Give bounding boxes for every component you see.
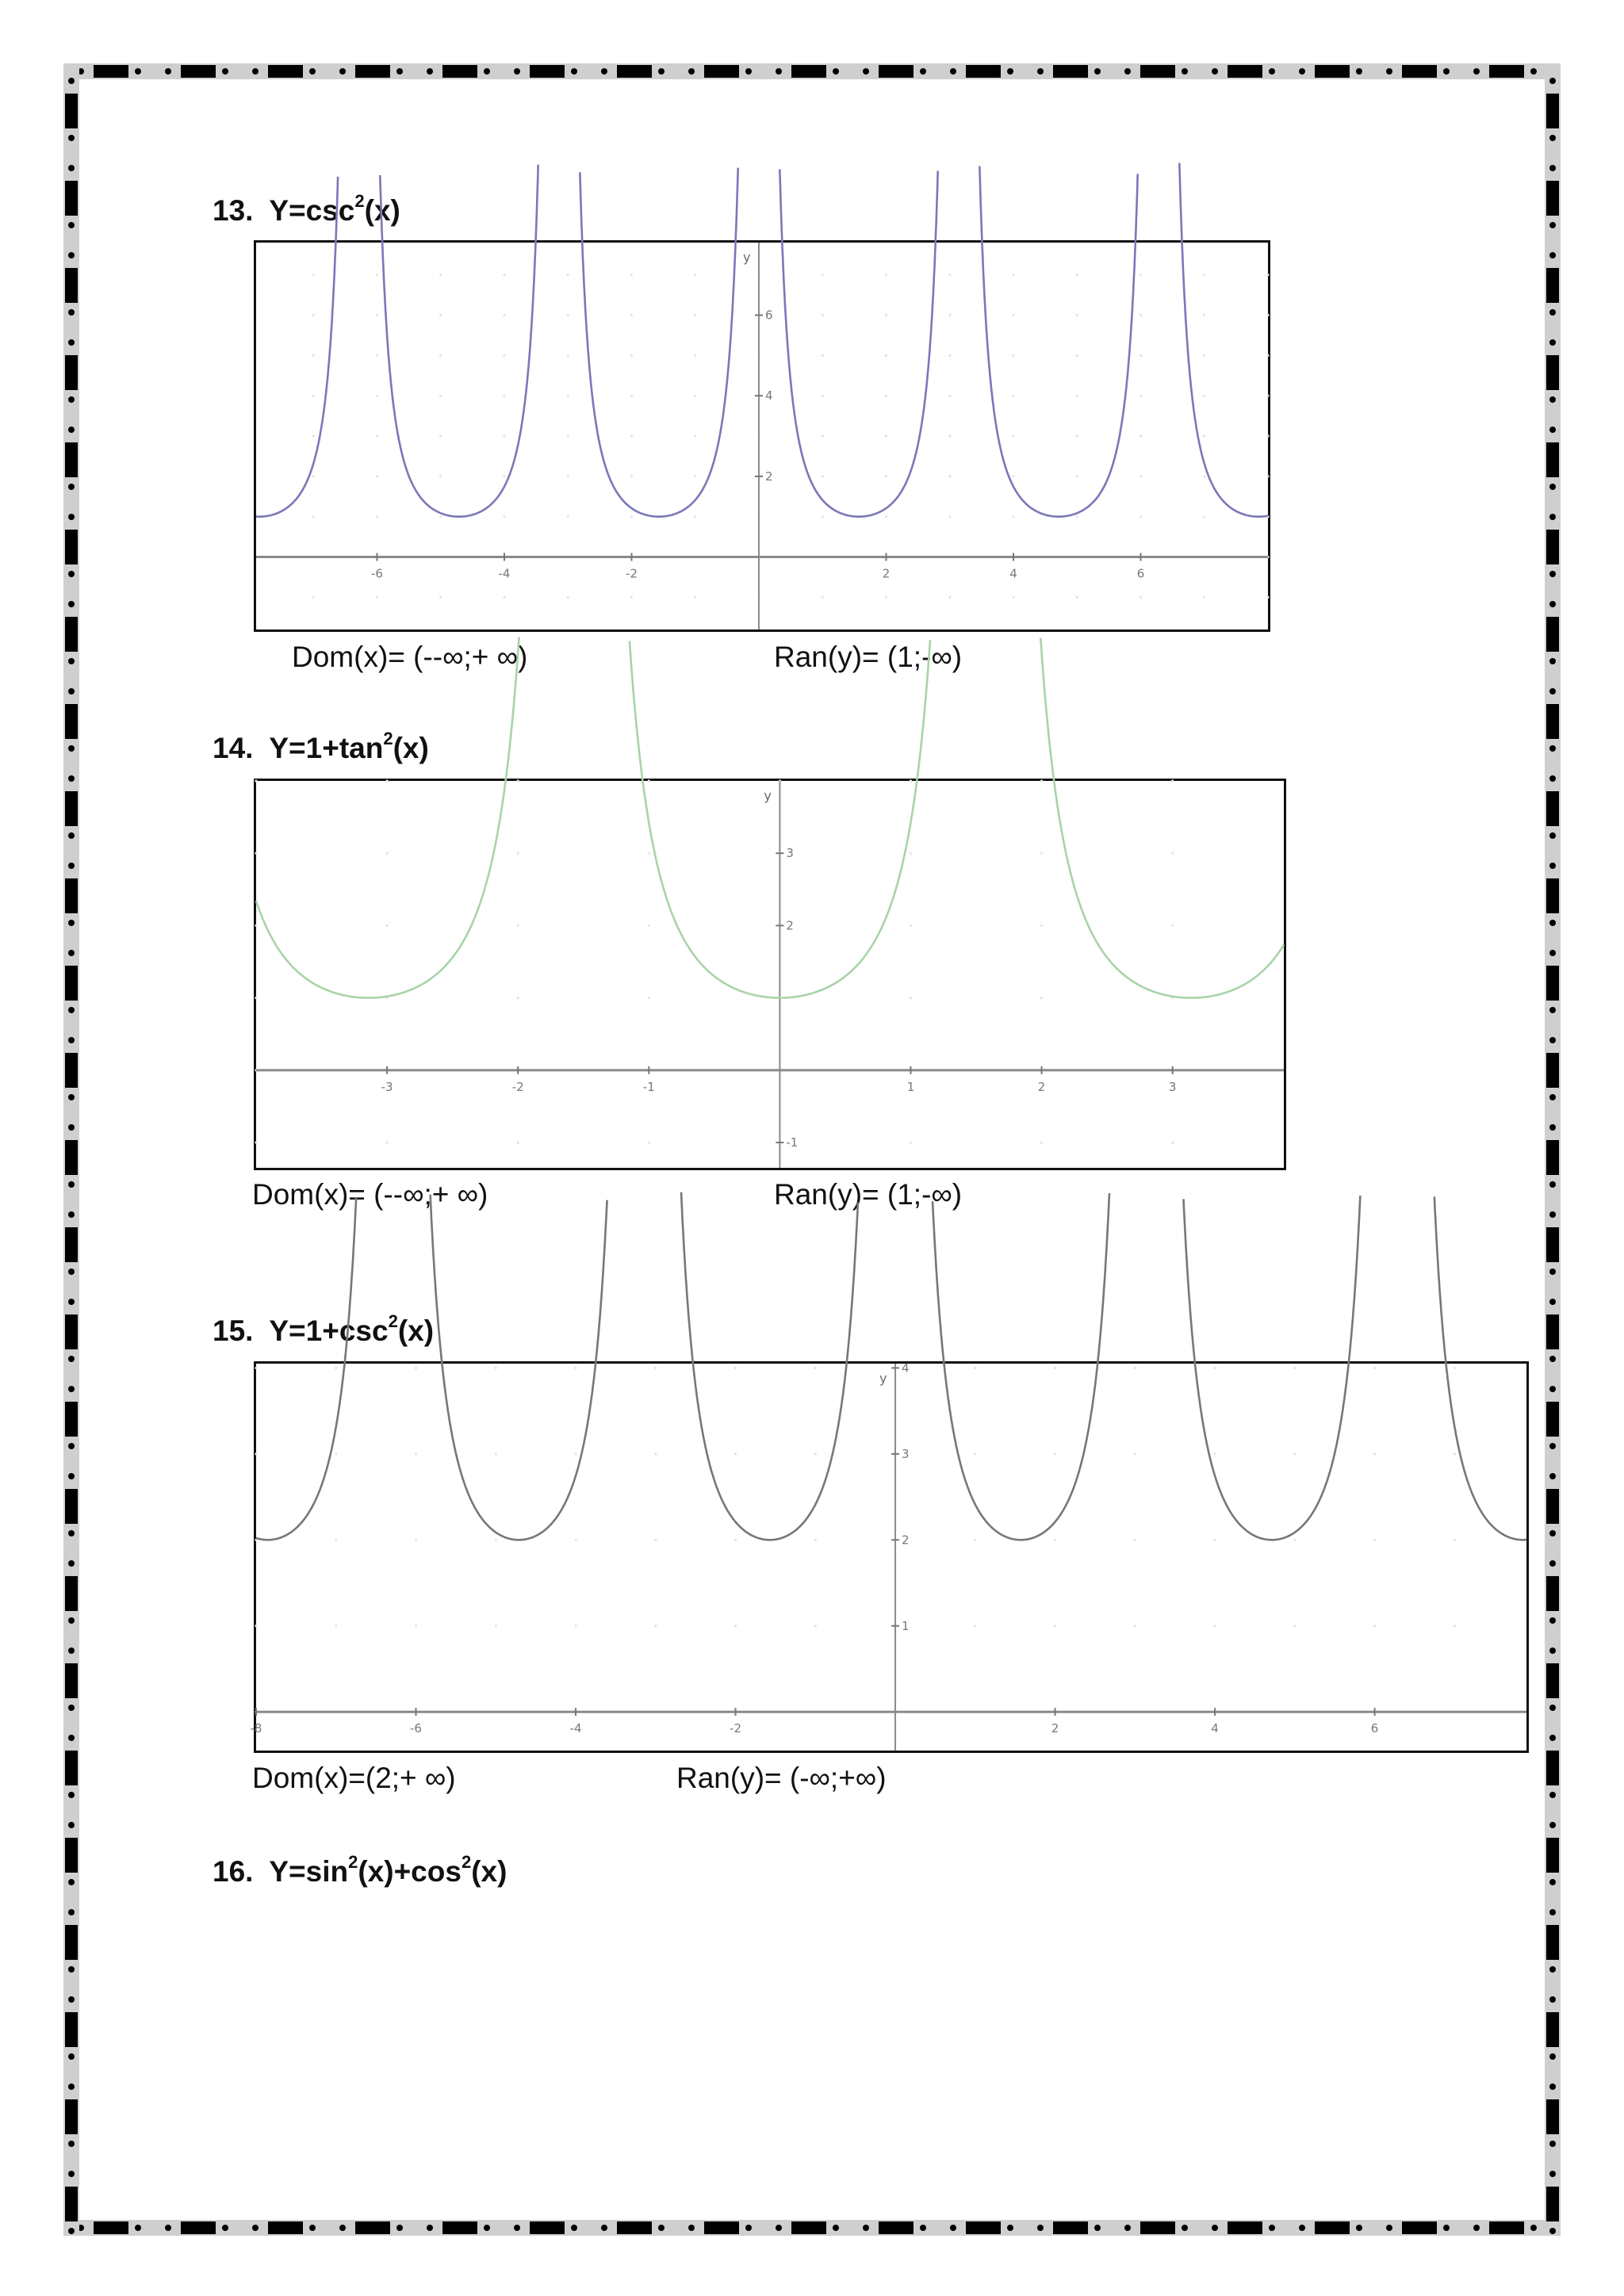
grid-dot bbox=[654, 1539, 657, 1541]
grid-dot bbox=[948, 395, 951, 397]
grid-dot bbox=[734, 1624, 737, 1627]
exponent: 2 bbox=[461, 1852, 472, 1872]
grid-dot bbox=[376, 434, 378, 437]
y-tick-label: 2 bbox=[902, 1533, 910, 1548]
grid-dot bbox=[1139, 434, 1142, 437]
grid-dot bbox=[567, 354, 569, 357]
function-arg: (x) bbox=[471, 1855, 508, 1888]
x-tick-label: -2 bbox=[730, 1721, 742, 1736]
border-pattern bbox=[63, 63, 79, 2236]
plot-area bbox=[256, 243, 1268, 629]
y-axis-label: y bbox=[879, 1371, 887, 1386]
grid-dot bbox=[1171, 924, 1174, 927]
problem-13-title bbox=[213, 191, 400, 228]
x-tick-label: 3 bbox=[1168, 1079, 1177, 1094]
grid-dot bbox=[255, 852, 257, 855]
grid-dot bbox=[630, 395, 633, 397]
y-tick-label: 1 bbox=[902, 1618, 910, 1633]
grid-dot bbox=[648, 852, 650, 855]
grid-dot bbox=[734, 1539, 737, 1541]
grid-dot bbox=[1012, 475, 1014, 477]
grid-dot bbox=[312, 314, 315, 316]
plot-area bbox=[256, 781, 1284, 1168]
x-tick-label: -2 bbox=[625, 566, 638, 581]
grid-dot bbox=[1373, 1539, 1376, 1541]
grid-dot bbox=[1203, 434, 1205, 437]
grid-dot bbox=[1040, 1141, 1043, 1143]
grid-dot bbox=[910, 1141, 912, 1143]
grid-dot bbox=[1266, 475, 1269, 477]
grid-dot bbox=[822, 354, 824, 357]
grid-dot bbox=[1012, 354, 1014, 357]
grid-dot bbox=[1293, 1539, 1296, 1541]
grid-dot bbox=[517, 997, 519, 999]
grid-dot bbox=[948, 354, 951, 357]
grid-dot bbox=[376, 475, 378, 477]
grid-dot bbox=[255, 779, 257, 782]
grid-dot bbox=[495, 1452, 497, 1455]
problem-15-title bbox=[213, 1311, 435, 1348]
grid-dot bbox=[974, 1452, 976, 1455]
grid-dot bbox=[910, 924, 912, 927]
grid-dot bbox=[1012, 274, 1014, 276]
grid-dot bbox=[974, 1539, 976, 1541]
grid-dot bbox=[567, 395, 569, 397]
grid-dot bbox=[1139, 515, 1142, 518]
problem-number: 13. bbox=[213, 194, 254, 227]
graph-1-plus-tan2 bbox=[254, 779, 1286, 1170]
grid-dot bbox=[1076, 274, 1078, 276]
grid-dot bbox=[335, 1452, 337, 1455]
grid-dot bbox=[517, 1141, 519, 1143]
domain-text: Dom(x)=(2;+ ∞) bbox=[252, 1762, 456, 1794]
domain-text: Dom(x)= (--∞;+ ∞) bbox=[292, 641, 528, 673]
grid-dot bbox=[1266, 354, 1269, 357]
grid-dot bbox=[694, 354, 696, 357]
grid-dot bbox=[415, 1624, 417, 1627]
grid-dot bbox=[503, 515, 505, 518]
x-tick-label: 2 bbox=[1051, 1721, 1059, 1736]
grid-dot bbox=[1040, 997, 1043, 999]
grid-dot bbox=[822, 274, 824, 276]
grid-dot bbox=[255, 1141, 257, 1143]
grid-dot bbox=[1203, 596, 1205, 599]
grid-dot bbox=[1293, 1624, 1296, 1627]
grid-dot bbox=[1134, 1539, 1136, 1541]
function-text: Y=1+csc bbox=[269, 1314, 389, 1347]
grid-dot bbox=[503, 475, 505, 477]
grid-dot bbox=[439, 274, 442, 276]
graph-csc2 bbox=[254, 240, 1270, 632]
page-border-top bbox=[63, 63, 1561, 79]
function-text-mid: (x)+cos bbox=[358, 1855, 462, 1888]
grid-dot bbox=[1203, 395, 1205, 397]
grid-dot bbox=[885, 314, 887, 316]
grid-dot bbox=[1139, 596, 1142, 599]
x-tick-label: -2 bbox=[511, 1079, 524, 1094]
grid-dot bbox=[567, 314, 569, 316]
grid-dot bbox=[694, 274, 696, 276]
grid-dot bbox=[517, 924, 519, 927]
y-tick-label: 3 bbox=[902, 1446, 910, 1461]
grid-dot bbox=[312, 475, 315, 477]
graph-1-plus-csc2 bbox=[250, 1360, 1529, 1753]
grid-dot bbox=[312, 354, 315, 357]
grid-dot bbox=[948, 434, 951, 437]
grid-dot bbox=[1454, 1624, 1456, 1627]
function-curve bbox=[256, 1192, 1526, 1540]
grid-dot bbox=[948, 475, 951, 477]
grid-dot bbox=[630, 434, 633, 437]
grid-dot bbox=[630, 274, 633, 276]
grid-dot bbox=[694, 596, 696, 599]
grid-dot bbox=[1293, 1452, 1296, 1455]
grid-dot bbox=[385, 1141, 388, 1143]
function-curve bbox=[256, 637, 1284, 998]
x-tick-label: -1 bbox=[642, 1079, 655, 1094]
exponent: 2 bbox=[348, 1852, 358, 1872]
grid-dot bbox=[1076, 434, 1078, 437]
grid-dot bbox=[1040, 852, 1043, 855]
grid-dot bbox=[1012, 596, 1014, 599]
function-arg: (x) bbox=[364, 194, 400, 227]
grid-dot bbox=[885, 475, 887, 477]
grid-dot bbox=[910, 852, 912, 855]
grid-dot bbox=[312, 515, 315, 518]
grid-dot bbox=[1454, 1367, 1456, 1369]
grid-dot bbox=[376, 596, 378, 599]
grid-dot bbox=[630, 354, 633, 357]
grid-dot bbox=[415, 1452, 417, 1455]
grid-dot bbox=[1266, 434, 1269, 437]
grid-dot bbox=[910, 997, 912, 999]
grid-dot bbox=[1134, 1624, 1136, 1627]
grid-dot bbox=[814, 1367, 817, 1369]
grid-dot bbox=[1054, 1624, 1056, 1627]
grid-dot bbox=[1012, 515, 1014, 518]
grid-dot bbox=[1076, 314, 1078, 316]
grid-dot bbox=[385, 852, 388, 855]
y-tick-label: -1 bbox=[786, 1135, 799, 1150]
grid-dot bbox=[574, 1452, 576, 1455]
grid-dot bbox=[574, 1624, 576, 1627]
grid-dot bbox=[1203, 274, 1205, 276]
grid-dot bbox=[654, 1367, 657, 1369]
grid-dot bbox=[385, 779, 388, 782]
x-tick-label: 6 bbox=[1370, 1721, 1379, 1736]
function-text: Y=csc bbox=[269, 194, 355, 227]
grid-dot bbox=[885, 395, 887, 397]
grid-dot bbox=[814, 1452, 817, 1455]
grid-dot bbox=[885, 515, 887, 518]
grid-dot bbox=[630, 515, 633, 518]
y-axis-label: y bbox=[742, 250, 751, 265]
grid-dot bbox=[648, 997, 650, 999]
grid-dot bbox=[503, 596, 505, 599]
grid-dot bbox=[503, 395, 505, 397]
x-tick-label: -4 bbox=[569, 1721, 582, 1736]
grid-dot bbox=[495, 1539, 497, 1541]
grid-dot bbox=[1171, 1141, 1174, 1143]
grid-dot bbox=[335, 1367, 337, 1369]
grid-dot bbox=[415, 1539, 417, 1541]
y-tick-label: 4 bbox=[764, 388, 773, 404]
grid-dot bbox=[503, 434, 505, 437]
x-tick-label: 2 bbox=[882, 566, 891, 581]
grid-dot bbox=[948, 274, 951, 276]
grid-dot bbox=[1213, 1367, 1216, 1369]
grid-dot bbox=[822, 434, 824, 437]
function-text: Y=1+tan bbox=[269, 732, 384, 764]
grid-dot bbox=[439, 515, 442, 518]
grid-dot bbox=[822, 475, 824, 477]
grid-dot bbox=[1054, 1452, 1056, 1455]
grid-dot bbox=[1054, 1539, 1056, 1541]
grid-dot bbox=[1076, 596, 1078, 599]
border-pattern bbox=[1545, 63, 1561, 2236]
grid-dot bbox=[1139, 354, 1142, 357]
grid-dot bbox=[1040, 924, 1043, 927]
grid-dot bbox=[517, 779, 519, 782]
x-tick-label: -6 bbox=[410, 1721, 422, 1736]
grid-dot bbox=[439, 596, 442, 599]
grid-dot bbox=[654, 1624, 657, 1627]
grid-dot bbox=[974, 1367, 976, 1369]
grid-dot bbox=[1171, 852, 1174, 855]
grid-dot bbox=[503, 274, 505, 276]
grid-dot bbox=[255, 1367, 257, 1369]
grid-dot bbox=[734, 1452, 737, 1455]
x-tick-label: 2 bbox=[1037, 1079, 1046, 1094]
y-tick-label: 6 bbox=[764, 308, 773, 323]
grid-dot bbox=[312, 434, 315, 437]
grid-dot bbox=[1373, 1624, 1376, 1627]
grid-dot bbox=[1454, 1539, 1456, 1541]
grid-dot bbox=[567, 274, 569, 276]
grid-dot bbox=[694, 395, 696, 397]
grid-dot bbox=[335, 1624, 337, 1627]
x-tick-label: 4 bbox=[1009, 566, 1017, 581]
grid-dot bbox=[415, 1367, 417, 1369]
y-axis-label: y bbox=[764, 788, 772, 803]
grid-dot bbox=[1213, 1452, 1216, 1455]
grid-dot bbox=[1139, 395, 1142, 397]
grid-dot bbox=[503, 354, 505, 357]
grid-dot bbox=[1139, 475, 1142, 477]
exponent: 2 bbox=[354, 191, 365, 211]
exponent: 2 bbox=[383, 729, 393, 748]
grid-dot bbox=[822, 596, 824, 599]
grid-dot bbox=[648, 779, 650, 782]
grid-dot bbox=[439, 395, 442, 397]
grid-dot bbox=[567, 596, 569, 599]
grid-dot bbox=[885, 274, 887, 276]
grid-dot bbox=[885, 354, 887, 357]
function-arg: (x) bbox=[397, 1314, 435, 1347]
grid-dot bbox=[1266, 395, 1269, 397]
grid-dot bbox=[495, 1367, 497, 1369]
grid-dot bbox=[567, 515, 569, 518]
grid-dot bbox=[376, 314, 378, 316]
grid-dot bbox=[948, 596, 951, 599]
grid-dot bbox=[1203, 354, 1205, 357]
grid-dot bbox=[648, 1141, 650, 1143]
grid-dot bbox=[1373, 1367, 1376, 1369]
grid-dot bbox=[376, 395, 378, 397]
y-tick-label: 4 bbox=[902, 1360, 910, 1376]
grid-dot bbox=[654, 1452, 657, 1455]
grid-dot bbox=[1293, 1367, 1296, 1369]
domain-text: Dom(x)= (--∞;+ ∞) bbox=[252, 1178, 488, 1211]
exponent: 2 bbox=[388, 1311, 398, 1331]
y-tick-label: 2 bbox=[786, 918, 794, 933]
border-pattern bbox=[63, 2220, 1561, 2236]
x-tick-label: -4 bbox=[498, 566, 511, 581]
grid-dot bbox=[822, 314, 824, 316]
grid-dot bbox=[503, 314, 505, 316]
grid-dot bbox=[439, 314, 442, 316]
grid-dot bbox=[1134, 1452, 1136, 1455]
grid-dot bbox=[312, 596, 315, 599]
grid-dot bbox=[948, 515, 951, 518]
grid-dot bbox=[948, 314, 951, 316]
grid-dot bbox=[312, 274, 315, 276]
grid-dot bbox=[376, 354, 378, 357]
grid-dot bbox=[1012, 434, 1014, 437]
grid-dot bbox=[1266, 314, 1269, 316]
problem-14-title bbox=[213, 729, 429, 765]
grid-dot bbox=[910, 779, 912, 782]
x-tick-label: 6 bbox=[1136, 566, 1145, 581]
grid-dot bbox=[1203, 475, 1205, 477]
grid-dot bbox=[1054, 1367, 1056, 1369]
grid-dot bbox=[1139, 274, 1142, 276]
problem-16-title bbox=[213, 1852, 508, 1888]
grid-dot bbox=[312, 395, 315, 397]
grid-dot bbox=[517, 852, 519, 855]
grid-dot bbox=[694, 314, 696, 316]
grid-dot bbox=[1040, 779, 1043, 782]
x-tick-label: 1 bbox=[906, 1079, 915, 1094]
grid-dot bbox=[376, 274, 378, 276]
grid-dot bbox=[822, 515, 824, 518]
grid-dot bbox=[335, 1539, 337, 1541]
grid-dot bbox=[567, 434, 569, 437]
grid-dot bbox=[255, 997, 257, 999]
grid-dot bbox=[1012, 395, 1014, 397]
grid-dot bbox=[1213, 1539, 1216, 1541]
grid-dot bbox=[630, 596, 633, 599]
problem-number: 16. bbox=[213, 1855, 254, 1888]
grid-dot bbox=[734, 1367, 737, 1369]
grid-dot bbox=[574, 1367, 576, 1369]
grid-dot bbox=[1213, 1624, 1216, 1627]
grid-dot bbox=[1266, 596, 1269, 599]
problem-number: 14. bbox=[213, 732, 254, 764]
range-text: Ran(y)= (1;-∞) bbox=[774, 641, 963, 673]
grid-dot bbox=[1373, 1452, 1376, 1455]
grid-dot bbox=[1139, 314, 1142, 316]
page-border-right bbox=[1545, 63, 1561, 2236]
grid-dot bbox=[648, 924, 650, 927]
x-tick-label: -6 bbox=[370, 566, 383, 581]
range-text: Ran(y)= (1;-∞) bbox=[774, 1178, 963, 1211]
grid-dot bbox=[885, 596, 887, 599]
page-border-left bbox=[63, 63, 79, 2236]
grid-dot bbox=[1076, 395, 1078, 397]
y-tick-label: 3 bbox=[786, 846, 794, 861]
plot-area bbox=[250, 1360, 1526, 1751]
grid-dot bbox=[1076, 515, 1078, 518]
grid-dot bbox=[255, 1624, 257, 1627]
grid-dot bbox=[1454, 1452, 1456, 1455]
x-tick-label: -8 bbox=[250, 1721, 262, 1736]
grid-dot bbox=[1076, 475, 1078, 477]
grid-dot bbox=[694, 475, 696, 477]
x-tick-label: -3 bbox=[381, 1079, 393, 1094]
grid-dot bbox=[814, 1624, 817, 1627]
grid-dot bbox=[1076, 354, 1078, 357]
x-tick-label: 4 bbox=[1211, 1721, 1219, 1736]
grid-dot bbox=[1203, 314, 1205, 316]
grid-dot bbox=[822, 395, 824, 397]
grid-dot bbox=[814, 1539, 817, 1541]
grid-dot bbox=[495, 1624, 497, 1627]
grid-dot bbox=[439, 475, 442, 477]
y-tick-label: 2 bbox=[764, 469, 773, 484]
grid-dot bbox=[630, 475, 633, 477]
grid-dot bbox=[1012, 314, 1014, 316]
grid-dot bbox=[630, 314, 633, 316]
grid-dot bbox=[694, 434, 696, 437]
grid-dot bbox=[439, 434, 442, 437]
grid-dot bbox=[567, 475, 569, 477]
grid-dot bbox=[974, 1624, 976, 1627]
grid-dot bbox=[439, 354, 442, 357]
grid-dot bbox=[255, 1452, 257, 1455]
grid-dot bbox=[255, 924, 257, 927]
function-curve bbox=[256, 163, 1268, 517]
grid-dot bbox=[1134, 1367, 1136, 1369]
grid-dot bbox=[694, 515, 696, 518]
function-text: Y=sin bbox=[269, 1855, 349, 1888]
grid-dot bbox=[1203, 515, 1205, 518]
function-arg: (x) bbox=[393, 732, 429, 764]
grid-dot bbox=[385, 924, 388, 927]
grid-dot bbox=[885, 434, 887, 437]
grid-dot bbox=[376, 515, 378, 518]
page-border-bottom bbox=[63, 2220, 1561, 2236]
range-text: Ran(y)= (-∞;+∞) bbox=[676, 1762, 887, 1794]
border-pattern bbox=[63, 63, 1561, 79]
grid-dot bbox=[1266, 274, 1269, 276]
problem-number: 15. bbox=[213, 1314, 254, 1347]
grid-dot bbox=[1171, 779, 1174, 782]
grid-dot bbox=[574, 1539, 576, 1541]
